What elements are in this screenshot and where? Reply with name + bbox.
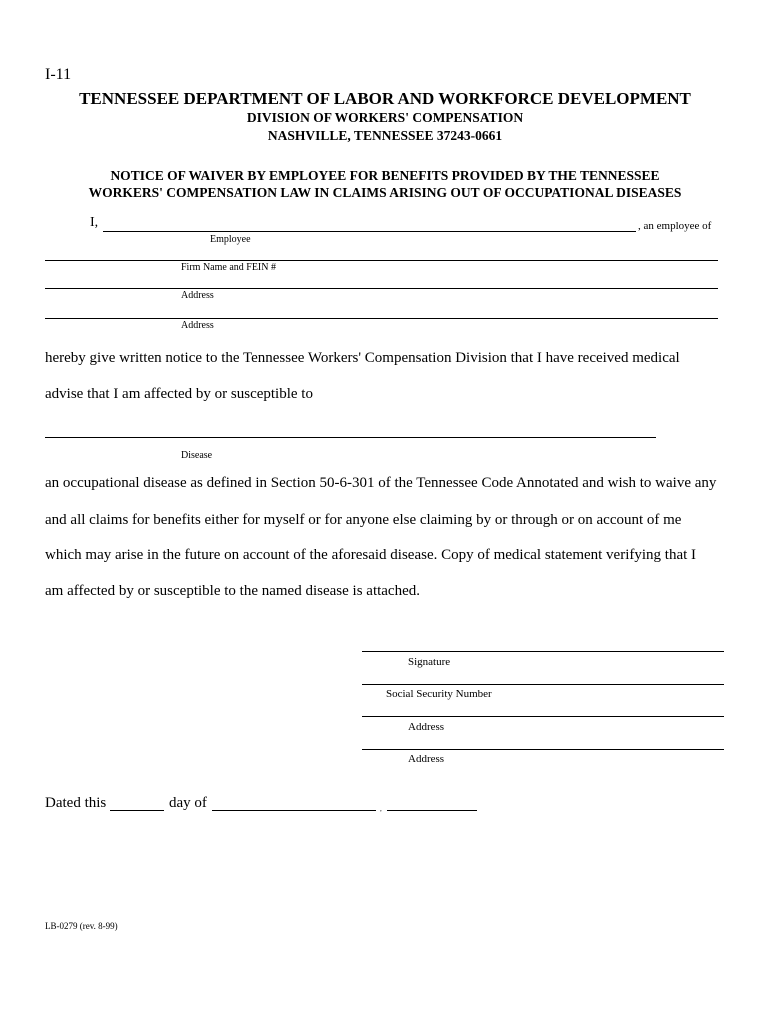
form-id: I-11 xyxy=(45,66,72,83)
employer-address-field-2[interactable] xyxy=(45,318,718,319)
ssn-field[interactable] xyxy=(362,684,724,685)
signature-field[interactable] xyxy=(362,651,724,652)
employee-address-field-2[interactable] xyxy=(362,749,724,750)
ssn-label: Social Security Number xyxy=(386,688,492,700)
employee-of-text: , an employee of xyxy=(638,220,712,232)
signature-label: Signature xyxy=(408,656,451,668)
dated-prefix: Dated this xyxy=(45,795,107,811)
dated-month-field[interactable] xyxy=(212,810,376,811)
dated-day-of: day of xyxy=(169,795,207,811)
employee-address-field-1[interactable] xyxy=(362,716,724,717)
dated-comma: , xyxy=(380,805,382,813)
department-title: TENNESSEE DEPARTMENT OF LABOR AND WORKFORCE DEVELOPMENT xyxy=(79,89,691,108)
dated-year-field[interactable] xyxy=(387,810,477,811)
dated-day-field[interactable] xyxy=(110,810,164,811)
employer-address-field-1[interactable] xyxy=(45,288,718,289)
employee-name-field[interactable] xyxy=(103,231,636,232)
employer-address-label-1: Address xyxy=(181,290,214,301)
waiver-text-line-2: and all claims for benefits either for myself or for anyone else claiming by or through or on account of me xyxy=(45,512,682,528)
waiver-text-line-1: an occupational disease as defined in Section 50-6-301 of the Tennessee Code Annotated and wish to waive any xyxy=(45,475,717,491)
division-title: DIVISION OF WORKERS' COMPENSATION xyxy=(246,110,524,125)
employer-address-label-2: Address xyxy=(181,320,214,331)
employee-address-label-1: Address xyxy=(408,721,445,733)
division-address: NASHVILLE, TENNESSEE 37243-0661 xyxy=(267,128,503,143)
notice-text-line-2: advise that I am affected by or susceptible to xyxy=(45,386,313,402)
employee-prefix: I, xyxy=(90,215,99,230)
notice-title-line-2: WORKERS' COMPENSATION LAW IN CLAIMS ARISING OUT OF OCCUPATIONAL DISEASES xyxy=(88,185,682,200)
disease-label: Disease xyxy=(181,450,213,461)
notice-text-line-1: hereby give written notice to the Tennessee Workers' Compensation Division that I have received medical xyxy=(45,350,680,366)
waiver-text-line-4: am affected by or susceptible to the named disease is attached. xyxy=(45,583,420,599)
employee-label: Employee xyxy=(210,234,251,245)
disease-field[interactable] xyxy=(45,437,656,438)
firm-name-field[interactable] xyxy=(45,260,718,261)
notice-title-line-1: NOTICE OF WAIVER BY EMPLOYEE FOR BENEFITS PROVIDED BY THE TENNESSEE xyxy=(110,168,660,183)
employee-address-label-2: Address xyxy=(408,753,445,765)
form-code: LB-0279 (rev. 8-99) xyxy=(45,921,118,931)
firm-name-label: Firm Name and FEIN # xyxy=(181,262,276,273)
waiver-text-line-3: which may arise in the future on account of the aforesaid disease. Copy of medical statement verifying that I xyxy=(45,547,697,563)
